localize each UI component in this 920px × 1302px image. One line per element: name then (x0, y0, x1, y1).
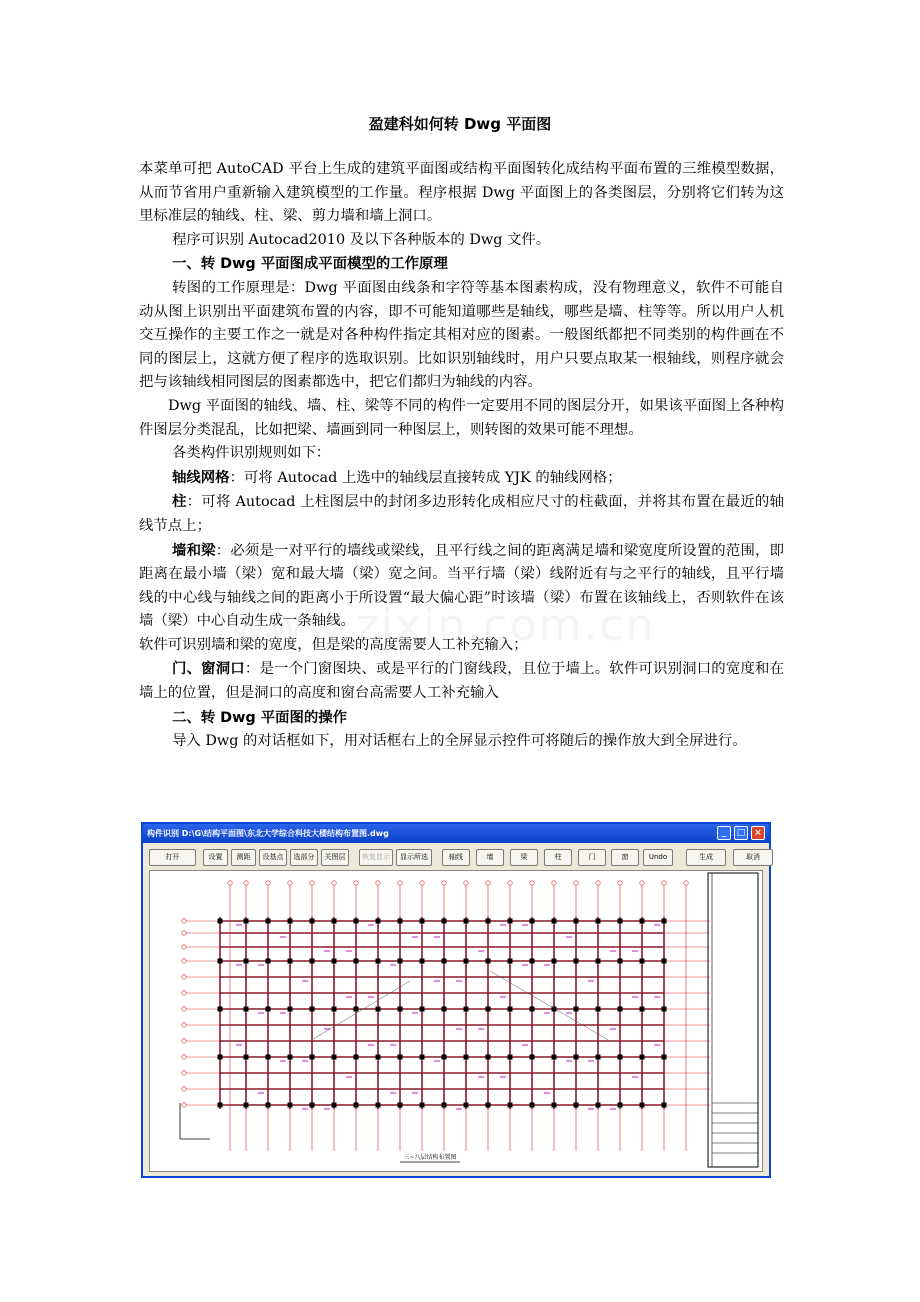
column (442, 1007, 447, 1012)
rules-intro: 各类构件识别规则如下： (172, 445, 331, 462)
column (640, 1103, 645, 1108)
support-paragraph: 程序可识别 Autocad2010 及以下各种版本的 Dwg 文件。 (172, 231, 551, 248)
column (574, 1007, 579, 1012)
document-body (139, 158, 784, 754)
axis-bubble (310, 881, 314, 885)
column (398, 919, 403, 924)
axis-bubble (574, 881, 578, 885)
column (508, 919, 513, 924)
column (486, 1007, 491, 1012)
heading-2: 二、转 Dwg 平面图的操作 (172, 709, 348, 726)
axis-bubble (182, 1023, 186, 1027)
axis-bubble (464, 881, 468, 885)
column (640, 919, 645, 924)
toolbar-button-0[interactable]: 打开 (149, 849, 196, 866)
column (310, 919, 315, 924)
column (398, 1103, 403, 1108)
column (640, 1007, 645, 1012)
column (618, 1007, 623, 1012)
column (596, 1007, 601, 1012)
toolbar-button-15[interactable]: 生成 (686, 849, 726, 866)
intro-paragraph: 本菜单可把 AutoCAD 平台上生成的建筑平面图或结构平面图转化成结构平面布置的三维模型数据，从而节省用户重新输入建筑模型的工作量。程序根据 Dwg 平面图上的各类图层，分别将它们转为这里标准层的轴线、柱、梁、剪力墙和墙上洞口。 (139, 161, 784, 225)
operation-paragraph: 导入 Dwg 的对话框如下，用对话框右上的全屏显示控件可将随后的操作放大到全屏进行。 (172, 733, 747, 750)
column (464, 1007, 469, 1012)
column (508, 1055, 513, 1060)
column (244, 1103, 249, 1108)
axis-bubble (182, 975, 186, 979)
axis-bubble (182, 1055, 186, 1059)
column (464, 919, 469, 924)
column (530, 1103, 535, 1108)
column (266, 959, 271, 964)
column (530, 1055, 535, 1060)
column (288, 1103, 293, 1108)
column (508, 1007, 513, 1012)
column (618, 919, 623, 924)
principle-paragraph: 转图的工作原理是：Dwg 平面图由线条和字符等基本图素构成，没有物理意义，软件不可能自动从图上识别出平面建筑布置的内容，即不可能知道哪些是轴线，哪些是墙、柱等等。所以用户人机交互操作的主要工作之一就是对各种构件指定其相对应的图素。一般图纸都把不同类别的构件画在不同的图层上，这就方便了程序的选取识别。比如识别轴线时，用户只要点取某一根轴线，则程序就会把与该轴线相同图层的图素都选中，把它们都归为轴线的内容。 (139, 279, 784, 391)
column (420, 919, 425, 924)
toolbar-button-5[interactable]: 关图层 (321, 849, 349, 866)
column (574, 1103, 579, 1108)
column (376, 959, 381, 964)
column (218, 1007, 223, 1012)
column (486, 959, 491, 964)
column (354, 1007, 359, 1012)
axis-bubble (182, 945, 186, 949)
axis-bubble (354, 881, 358, 885)
column (618, 959, 623, 964)
axis-bubble (618, 881, 622, 885)
column (640, 959, 645, 964)
column (574, 959, 579, 964)
column (486, 919, 491, 924)
column (244, 959, 249, 964)
axis-bubble (244, 881, 248, 885)
axis-bubble (552, 881, 556, 885)
column (376, 919, 381, 924)
column (266, 919, 271, 924)
toolbar-button-1[interactable]: 设置 (203, 849, 228, 866)
import-dialog-screenshot (141, 822, 771, 1178)
column (398, 1007, 403, 1012)
close-icon[interactable]: × (751, 826, 765, 840)
axis-bubble (508, 881, 512, 885)
toolbar-button-2[interactable]: 测距 (231, 849, 256, 866)
column (552, 919, 557, 924)
toolbar-button-10[interactable]: 梁 (510, 849, 538, 866)
column (530, 959, 535, 964)
column (244, 919, 249, 924)
column (398, 959, 403, 964)
column (596, 1055, 601, 1060)
rule-wall-note: 软件可识别墙和梁的宽度，但是梁的高度需要人工补充输入； (139, 636, 528, 653)
axis-bubble (182, 1039, 186, 1043)
column (662, 1103, 667, 1108)
axis-bubble (398, 881, 402, 885)
toolbar-button-4[interactable]: 选部分 (290, 849, 318, 866)
column (464, 1055, 469, 1060)
axis-bubble (182, 1103, 186, 1107)
column (618, 1103, 623, 1108)
column (442, 1055, 447, 1060)
dialog-toolbar (149, 849, 763, 867)
rule-opening: 门、窗洞口：是一个门窗图块、或是平行的门窗线段，且位于墙上。软件可识别洞口的宽度和在墙上的位置，但是洞口的高度和窗台高需要人工补充输入 (139, 660, 784, 702)
column (332, 1103, 337, 1108)
toolbar-button-3[interactable]: 设基点 (259, 849, 287, 866)
column (552, 959, 557, 964)
column (420, 1007, 425, 1012)
column (266, 1007, 271, 1012)
column (508, 959, 513, 964)
axis-bubble (182, 959, 186, 963)
toolbar-button-11[interactable]: 柱 (544, 849, 572, 866)
column (288, 1007, 293, 1012)
column (596, 919, 601, 924)
column (530, 1007, 535, 1012)
column (288, 959, 293, 964)
axis-bubble (182, 1071, 186, 1075)
toolbar-button-14[interactable]: Undo (643, 849, 673, 866)
axis-bubble (228, 881, 232, 885)
axis-bubble (182, 931, 186, 935)
maximize-icon[interactable]: □ (734, 826, 748, 840)
column (662, 1007, 667, 1012)
column (508, 1103, 513, 1108)
column (266, 1103, 271, 1108)
toolbar-button-9[interactable]: 墙 (476, 849, 504, 866)
axis-bubble (640, 881, 644, 885)
column (244, 1007, 249, 1012)
drawing-canvas[interactable] (149, 870, 763, 1172)
column (420, 959, 425, 964)
layers-paragraph: Dwg 平面图的轴线、墙、柱、梁等不同的构件一定要用不同的图层分开，如果该平面图上各种构件图层分类混乱，比如把梁、墙画到同一种图层上，则转图的效果可能不理想。 (139, 397, 784, 438)
column (376, 1007, 381, 1012)
axis-bubble (596, 881, 600, 885)
axis-bubble (376, 881, 380, 885)
column (398, 1055, 403, 1060)
axis-bubble (420, 881, 424, 885)
column (266, 1055, 271, 1060)
axis-bubble (442, 881, 446, 885)
column (464, 1103, 469, 1108)
toolbar-button-13[interactable]: 窗 (611, 849, 639, 866)
column (420, 1055, 425, 1060)
axis-bubble (332, 881, 336, 885)
column (354, 1103, 359, 1108)
toolbar-button-16[interactable]: 取消 (733, 849, 773, 866)
column (420, 1103, 425, 1108)
column (310, 1103, 315, 1108)
column (442, 919, 447, 924)
column (218, 1103, 223, 1108)
column (354, 1055, 359, 1060)
column (552, 1103, 557, 1108)
column (218, 959, 223, 964)
column (662, 959, 667, 964)
toolbar-button-8[interactable]: 轴线 (442, 849, 470, 866)
axis-bubble (182, 919, 186, 923)
column (596, 1103, 601, 1108)
column (618, 1055, 623, 1060)
rule-axis: 轴线网格：可将 Autocad 上选中的轴线层直接转成 YJK 的轴线网格； (172, 468, 622, 486)
column (288, 1055, 293, 1060)
column (486, 1055, 491, 1060)
column (376, 1103, 381, 1108)
toolbar-button-12[interactable]: 门 (578, 849, 606, 866)
axis-bubble (662, 881, 666, 885)
column (332, 959, 337, 964)
axis-bubble (266, 881, 270, 885)
column (596, 959, 601, 964)
column (662, 1055, 667, 1060)
column (640, 1055, 645, 1060)
column (310, 959, 315, 964)
axis-bubble (684, 881, 688, 885)
column (574, 1055, 579, 1060)
column (332, 1007, 337, 1012)
column (218, 919, 223, 924)
heading-1: 一、转 Dwg 平面图成平面模型的工作原理 (172, 256, 448, 273)
axis-bubble (182, 991, 186, 995)
column (464, 959, 469, 964)
dialog-title-bar (143, 824, 769, 843)
axis-bubble (182, 1007, 186, 1011)
axis-bubble (182, 1087, 186, 1091)
drawing-caption: 三~八层结构布置图 (403, 1154, 457, 1161)
column (244, 1055, 249, 1060)
axis-bubble (530, 881, 534, 885)
column (332, 1055, 337, 1060)
column (552, 1055, 557, 1060)
document-title: 盈建科如何转 Dwg 平面图 (368, 115, 552, 133)
axis-bubble (486, 881, 490, 885)
column (218, 1055, 223, 1060)
column (288, 919, 293, 924)
toolbar-button-6[interactable]: 恢复显示 (359, 849, 393, 866)
toolbar-button-7[interactable]: 显示所选 (396, 849, 432, 866)
column (530, 919, 535, 924)
column (574, 919, 579, 924)
column (376, 1055, 381, 1060)
stair-line (310, 981, 410, 1041)
column (354, 959, 359, 964)
column (662, 919, 667, 924)
rule-wall-beam: 墙和梁：必须是一对平行的墙线或梁线，且平行线之间的距离满足墙和梁宽度所设置的范围，即距离在最小墙（梁）宽和最大墙（梁）宽之间。当平行墙（梁）线附近有与之平行的轴线，且平行墙线的中心线与轴线之间的距离小于所设置“最大偏心距”时该墙（梁）布置在该轴线上，否则软件在该墙（梁）中心自动生成一条轴线。 (139, 541, 784, 630)
column (486, 1103, 491, 1108)
axis-bubble (288, 881, 292, 885)
column (310, 1007, 315, 1012)
dialog-title: 构件识别 D:\G\结构平面图\东北大学综合科技大楼结构布置图.dwg (147, 829, 389, 838)
column (310, 1055, 315, 1060)
column (442, 959, 447, 964)
rule-column: 柱：可将 Autocad 上柱图层中的封闭多边形转化成相应尺寸的柱截面，并将其布置在最近的轴线节点上； (139, 493, 784, 534)
column (332, 919, 337, 924)
floor-plan-drawing (150, 871, 762, 1171)
column (442, 1103, 447, 1108)
minimize-icon[interactable]: _ (717, 826, 731, 840)
column (354, 919, 359, 924)
